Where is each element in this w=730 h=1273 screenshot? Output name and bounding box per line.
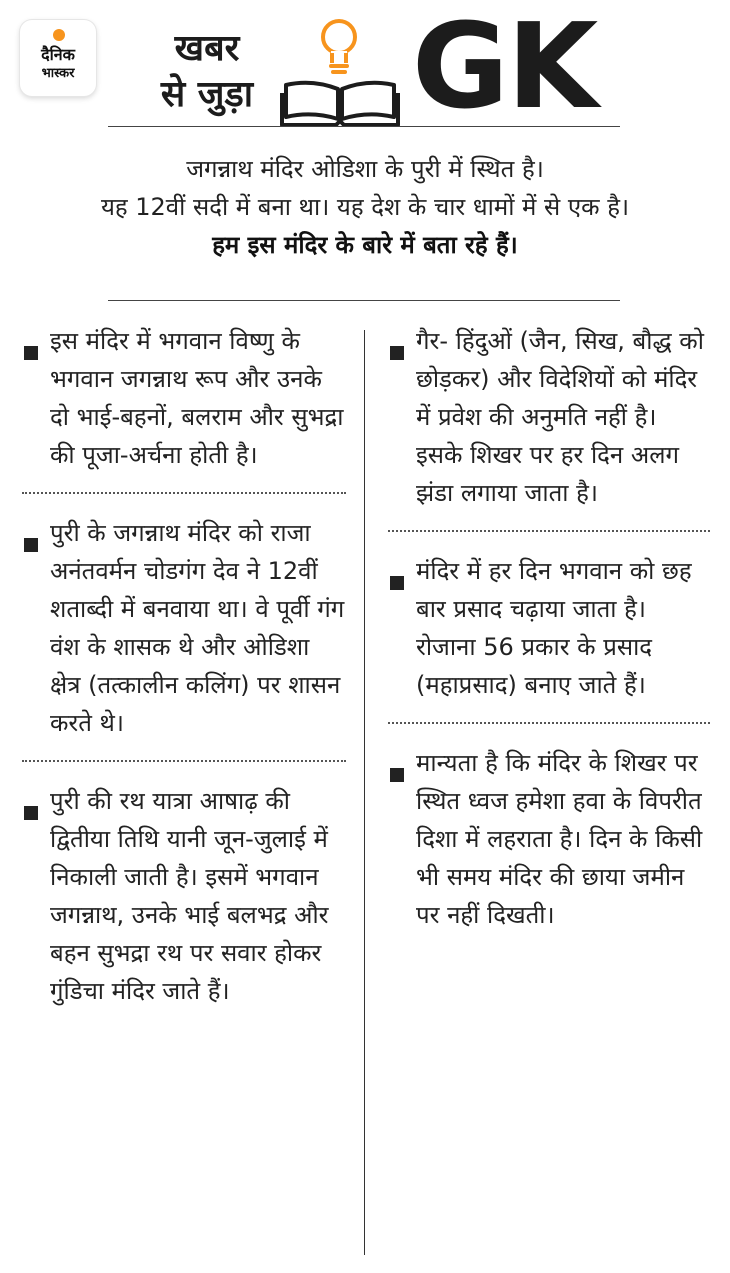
square-bullet-icon (390, 768, 404, 782)
square-bullet-icon (24, 346, 38, 360)
sun-icon (53, 29, 65, 41)
gk-title: GK (412, 0, 597, 135)
fact-text: मंदिर में हर दिन भगवान को छह बार प्रसाद चढ़ाया जाता है। रोजाना 56 प्रकार के प्रसाद (महाप्रसाद) बनाए जाते हैं। (416, 557, 692, 699)
square-bullet-icon (390, 576, 404, 590)
fact-text: इस मंदिर में भगवान विष्णु के भगवान जगन्नाथ रूप और उनके दो भाई-बहनों, बलराम और सुभद्रा की पूजा-अर्चना होती है। (50, 327, 344, 469)
column-divider (364, 330, 365, 1255)
header-line2: से जुड़ा (160, 74, 254, 115)
header-divider (108, 126, 620, 127)
logo-line1: दैनिक (41, 45, 75, 64)
header-line1: खबर (174, 28, 240, 69)
fact-item (388, 322, 710, 512)
fact-item (22, 782, 346, 1010)
fact-item (388, 552, 710, 704)
fact-item (388, 744, 710, 934)
logo-line2: भास्कर (41, 66, 75, 81)
dotted-divider (22, 492, 346, 494)
intro-line3: हम इस मंदिर के बारे में बता रहे हैं। (212, 231, 518, 259)
dainik-bhaskar-logo (20, 20, 96, 96)
lightbulb-icon (303, 10, 375, 84)
dotted-divider (388, 530, 710, 532)
intro-line2: यह 12वीं सदी में बना था। यह देश के चार धामों में से एक है। (100, 193, 630, 221)
right-column (388, 322, 710, 934)
fact-item (22, 322, 346, 474)
fact-text: पुरी के जगन्नाथ मंदिर को राजा अनंतवर्मन चोडगंग देव ने 12वीं शताब्दी में बनवाया था। वे पूर्वी गंग वंश के शासक थे और ओडिशा क्षेत्र (तत्कालीन कलिंग) पर शासन करते थे। (50, 519, 345, 737)
intro-line1: जगन्नाथ मंदिर ओडिशा के पुरी में स्थित है। (186, 155, 544, 183)
dotted-divider (22, 760, 346, 762)
dotted-divider (388, 722, 710, 724)
square-bullet-icon (24, 538, 38, 552)
fact-item (22, 514, 346, 742)
fact-text: गैर- हिंदुओं (जैन, सिख, बौद्ध को छोड़कर) और विदेशियों को मंदिर में प्रवेश की अनुमति नहीं है। इसके शिखर पर हर दिन अलग झंडा लगाया जाता है। (416, 327, 704, 507)
left-column (22, 322, 346, 1010)
header-title (150, 26, 264, 118)
fact-text: मान्यता है कि मंदिर के शिखर पर स्थित ध्वज हमेशा हवा के विपरीत दिशा में लहराता है। दिन के किसी भी समय मंदिर की छाया जमीन पर नहीं दिखती। (416, 749, 703, 929)
intro-block (0, 150, 730, 264)
square-bullet-icon (390, 346, 404, 360)
open-book-icon (280, 75, 400, 129)
intro-divider (108, 300, 620, 301)
fact-text: पुरी की रथ यात्रा आषाढ़ की द्वितीया तिथि यानी जून-जुलाई में निकाली जाती है। इसमें भगवान जगन्नाथ, उनके भाई बलभद्र और बहन सुभद्रा रथ पर सवार होकर गुंडिचा मंदिर जाते हैं। (50, 787, 329, 1005)
square-bullet-icon (24, 806, 38, 820)
